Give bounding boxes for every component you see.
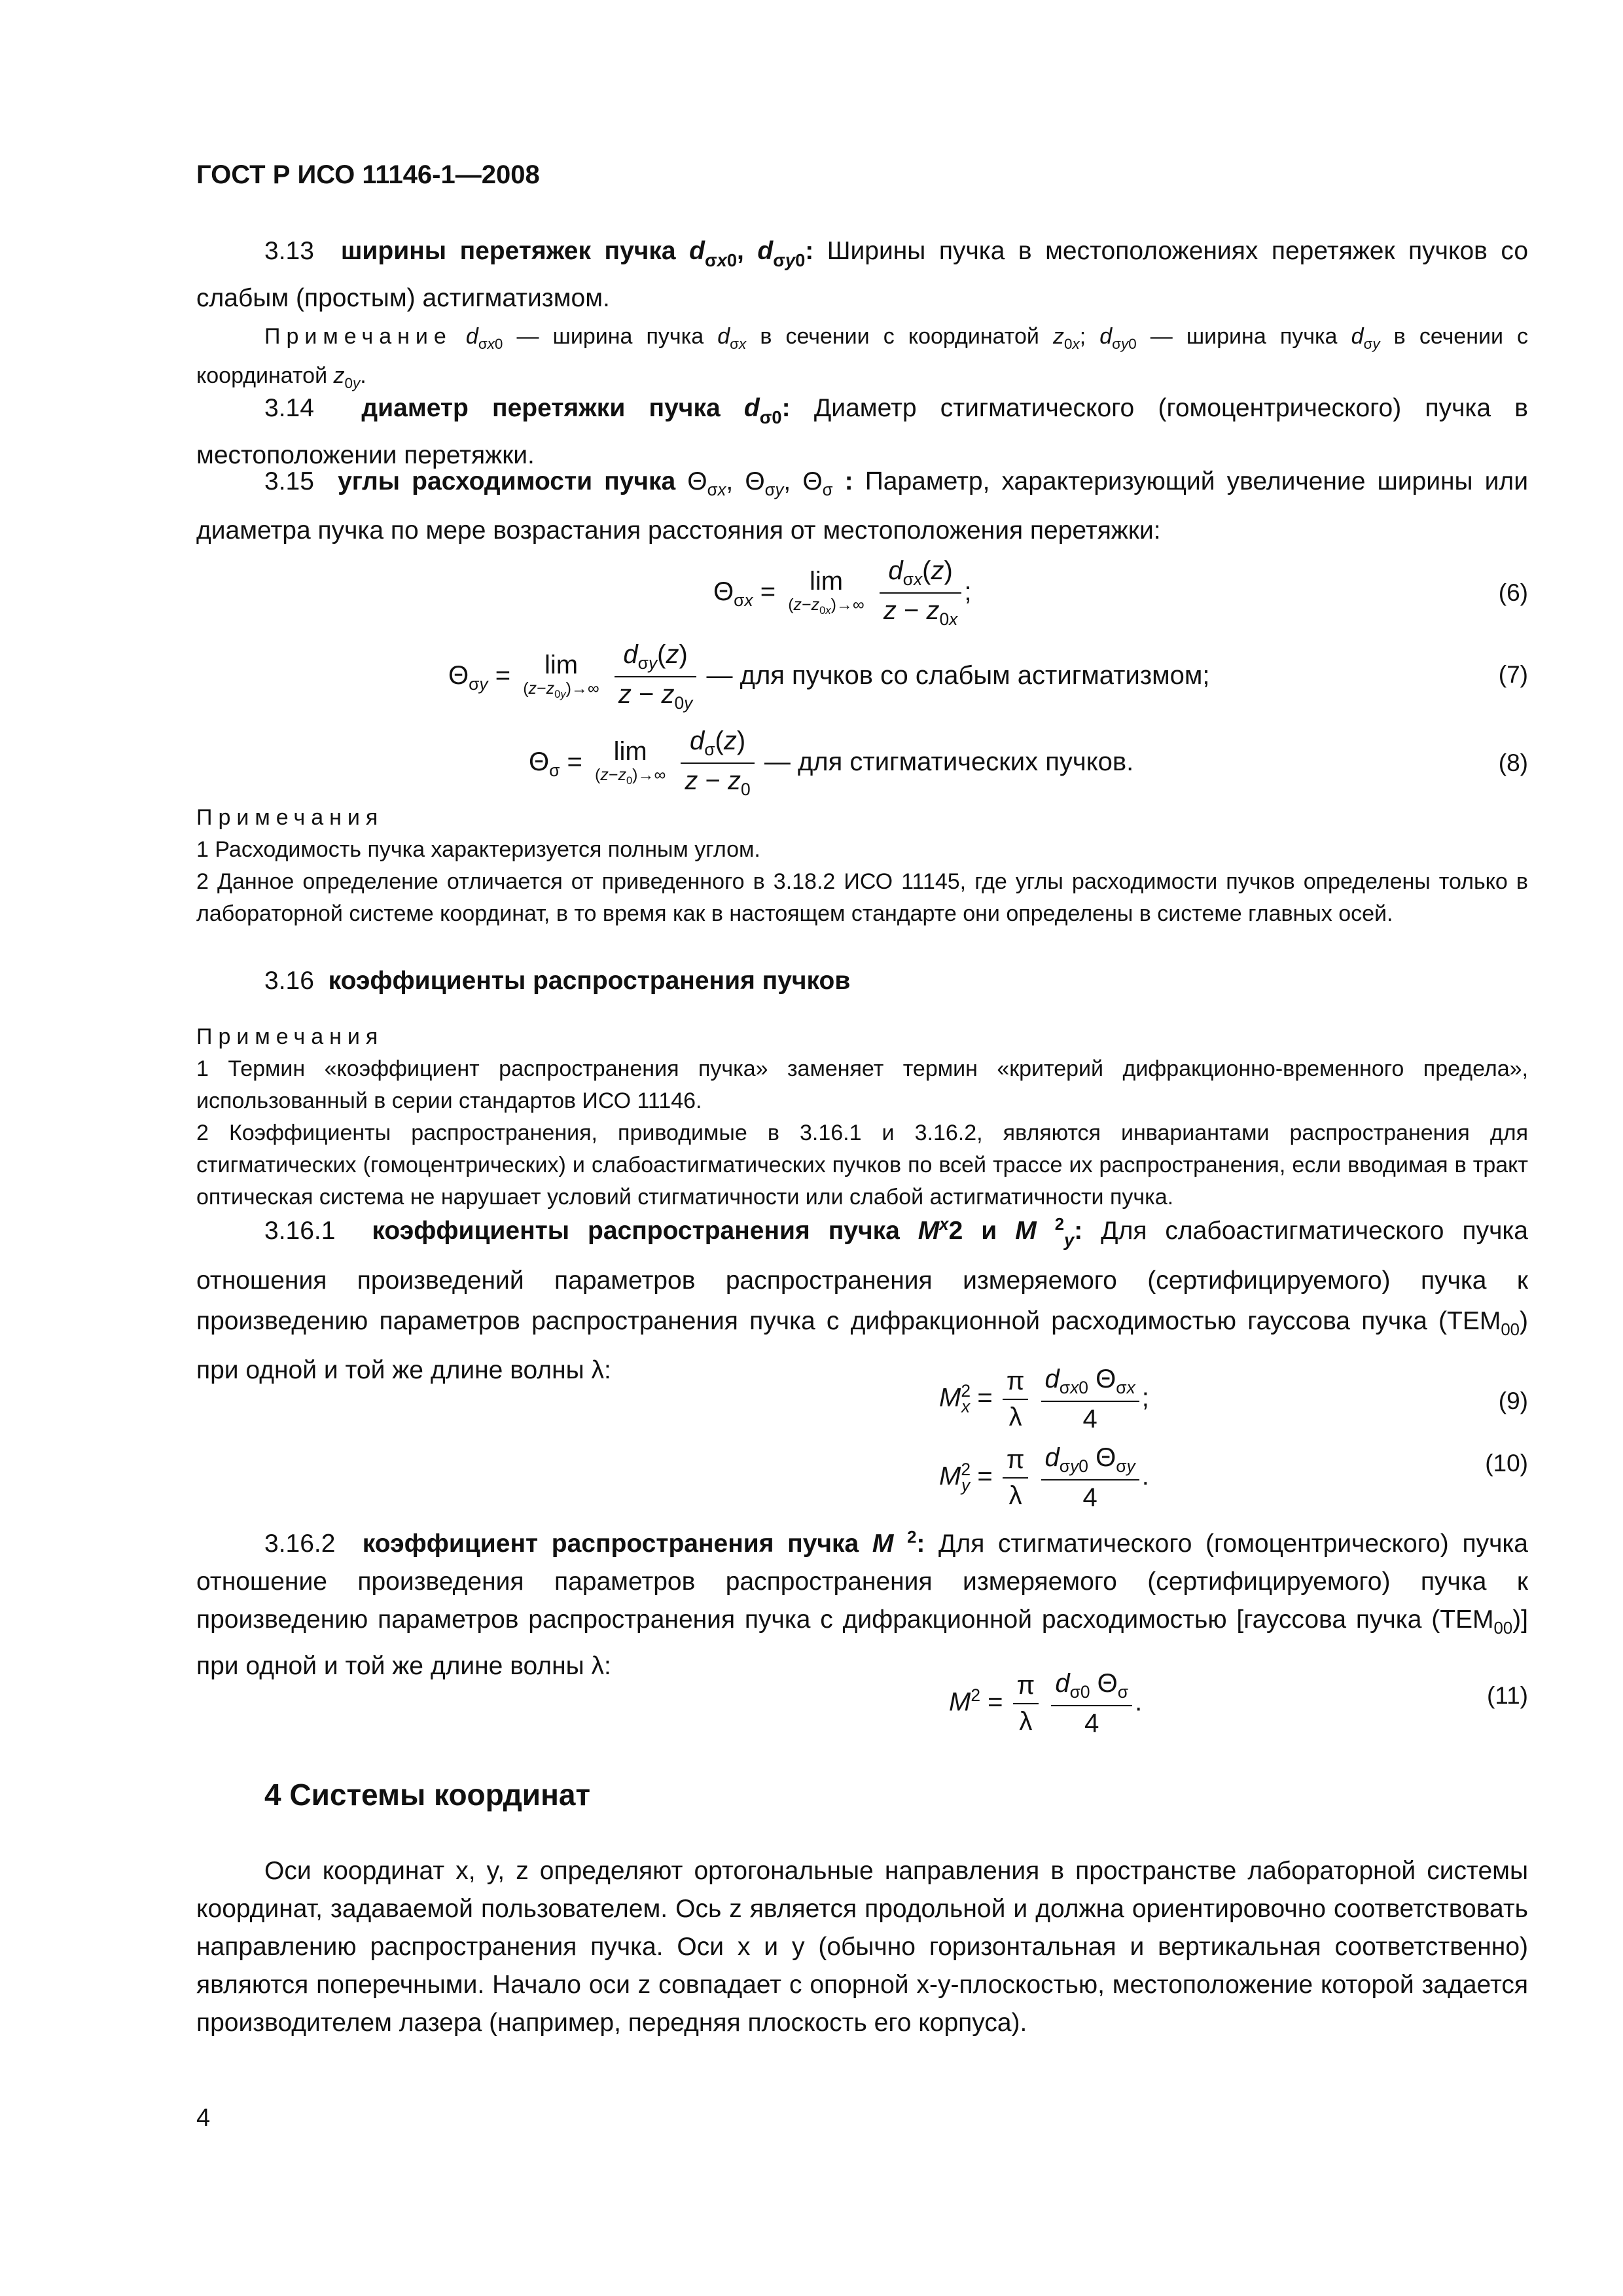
- clause-term: коэффициенты распространения пучков: [328, 967, 851, 995]
- equation-7: $\Theta_{\sigma y}$ = lim $(z-z_{0y})\to\infty$ $\frac{d_{\sigma y}(z)}{z - z_{0y}}$ — для пучков со слабым астигматизмом;: [448, 640, 1210, 713]
- section-4-paragraph: Оси координат x, y, z определяют ортогональные направления в пространстве лабораторной системы координат, задаваемой пользователем. Ось z является продольной и должна ориентировочно соответствовать направлению распространения пучка. Оси x и y (обычно горизонтальная и вертикальная соответственно) являются поперечными. Начало оси z совпадает с опорной x-y-плоскостью, местоположение которой задается производителем лазера (например, передняя плоскость его корпуса).: [196, 1857, 1528, 2037]
- clause-3-16-2: 3.16.2 коэффициент распространения пучка M $^2$: Для стигматического (гомоцентрического) пучка отношение произведения параметров распространения измеряемого (сертифицируемого) пучка к произведению параметров распространения пучка с дифракционной расходимостью [гауссова пучка $(TEM_{00})$] при одной и той же длине волны λ:: [196, 1528, 1528, 1681]
- clause-3-16: 3.16 коэффициенты распространения пучков: [264, 967, 851, 995]
- note-item: 1 Расходимость пучка характеризуется полным углом.: [196, 837, 760, 862]
- equation-10: $M^2_y$ = $\frac{\pi}{\lambda}$ $\frac{d_{\sigma y0} \Theta_{\sigma y}}{4}$ .: [939, 1443, 1149, 1513]
- clause-term: ширины перетяжек пучка: [340, 237, 676, 265]
- equation-number: (8): [1498, 749, 1528, 776]
- equation-8: $\Theta_\sigma$ = lim $(z-z_0)\to\infty$ $\frac{d_\sigma(z)}{z - z_0}$ — для стигматических пучков.: [529, 726, 1134, 800]
- page-number: 4: [196, 2104, 211, 2132]
- clause-term: диаметр перетяжки пучка: [361, 394, 721, 422]
- clause-term: углы расходимости пучка: [338, 467, 676, 495]
- equation-number: (10): [1485, 1450, 1528, 1477]
- equation-number: (11): [1486, 1682, 1528, 1709]
- clause-term: коэффициент распространения пучка: [362, 1530, 859, 1558]
- equation-9: $M^2_x$ = $\frac{\pi}{\lambda}$ $\frac{d_{\sigma x0} \Theta_{\sigma x}}{4}$ ;: [939, 1365, 1149, 1434]
- clause-3-14: 3.14 диаметр перетяжки пучка $d_{\sigma 0}$: Диаметр стигматического (гомоцентрического) пучка в местоположении перетяжки.: [196, 394, 1528, 469]
- equation-number: (6): [1498, 579, 1528, 606]
- notes-3-15: [196, 802, 1528, 930]
- clause-term: коэффициенты распространения пучка: [372, 1217, 900, 1246]
- clause-3-16-1: 3.16.1 коэффициенты распространения пучка $M^x2$ и M $^2_y$: Для слабоастигматического пучка отношения произведений параметров распространения измеряемого (сертифицируемого) пучка к произведению параметров распространения пучка с дифракционной расходимостью гауссова пучка $(TEM_{00})$ при одной и той же длине волны λ:: [196, 1215, 1529, 1385]
- equation-number: (7): [1498, 661, 1528, 688]
- equation-11: $M^2$ = $\frac{\pi}{\lambda}$ $\frac{d_{\sigma 0} \Theta_\sigma}{4}$ .: [949, 1669, 1143, 1738]
- note-label: Примечание: [264, 324, 452, 349]
- notes-label: Примечания: [196, 1024, 384, 1049]
- note-3-13: Примечание $d_{\sigma x0}$ — ширина пучка $d_{\sigma x}$ в сечении с координатой $z_{0x}$; $d_{\sigma y0}$ — ширина пучка $d_{\sigma y}$ в сечении с координатой $z_{0y}$.: [196, 324, 1529, 391]
- note-item: 1 Термин «коэффициент распространения пучка» заменяет термин «критерий дифракционно-временного предела», использованный в серии стандартов ИСО 11146.: [196, 1056, 1528, 1113]
- note-item: 2 Данное определение отличается от приведенного в 3.18.2 ИСО 11145, где углы расходимости пучков определены только в лабораторной системе координат, в то время как в настоящем стандарте они определены в системе главных осей.: [196, 869, 1528, 926]
- document-page: [196, 0, 1528, 2296]
- notes-3-16: [196, 1021, 1528, 1213]
- document-header: ГОСТ Р ИСО 11146-1—2008: [196, 160, 540, 189]
- note-item: 2 Коэффициенты распространения, приводимые в 3.16.1 и 3.16.2, являются инвариантами распространения для стигматических (гомоцентрических) и слабоастигматических пучков по всей трассе их распространения, если вводимая в тракт оптическая система не нарушает условий стигматичности или слабой астигматичности пучка.: [196, 1121, 1528, 1210]
- section-heading: 4 Системы координат: [264, 1778, 590, 1812]
- equation-number: (9): [1498, 1388, 1528, 1414]
- clause-text: Ширины пучка в местоположениях перетяжек пучков со слабым (простым) астигматизмом.: [196, 237, 1529, 312]
- notes-label: Примечания: [196, 805, 384, 830]
- clause-number: 3.13: [264, 237, 314, 265]
- clause-3-13: 3.13 ширины перетяжек пучка $d_{\sigma x0}$, $d_{\sigma y0}$: Ширины пучка в местоположениях перетяжек пучков со слабым (простым) астигматизмом.: [196, 237, 1529, 312]
- equation-6: $\Theta_{\sigma x}$ = lim $(z-z_{0x})\to\infty$ $\frac{d_{\sigma x}(z)}{z - z_{0x}}$ ;: [713, 556, 972, 630]
- clause-3-15: 3.15 углы расходимости пучка $\Theta_{\sigma x}$, $\Theta_{\sigma y}$, $\Theta_\sigma$ : Параметр, характеризующий увеличение ширины или диаметра пучка по мере возрастания расстояния от местоположения перетяжки:: [196, 467, 1528, 545]
